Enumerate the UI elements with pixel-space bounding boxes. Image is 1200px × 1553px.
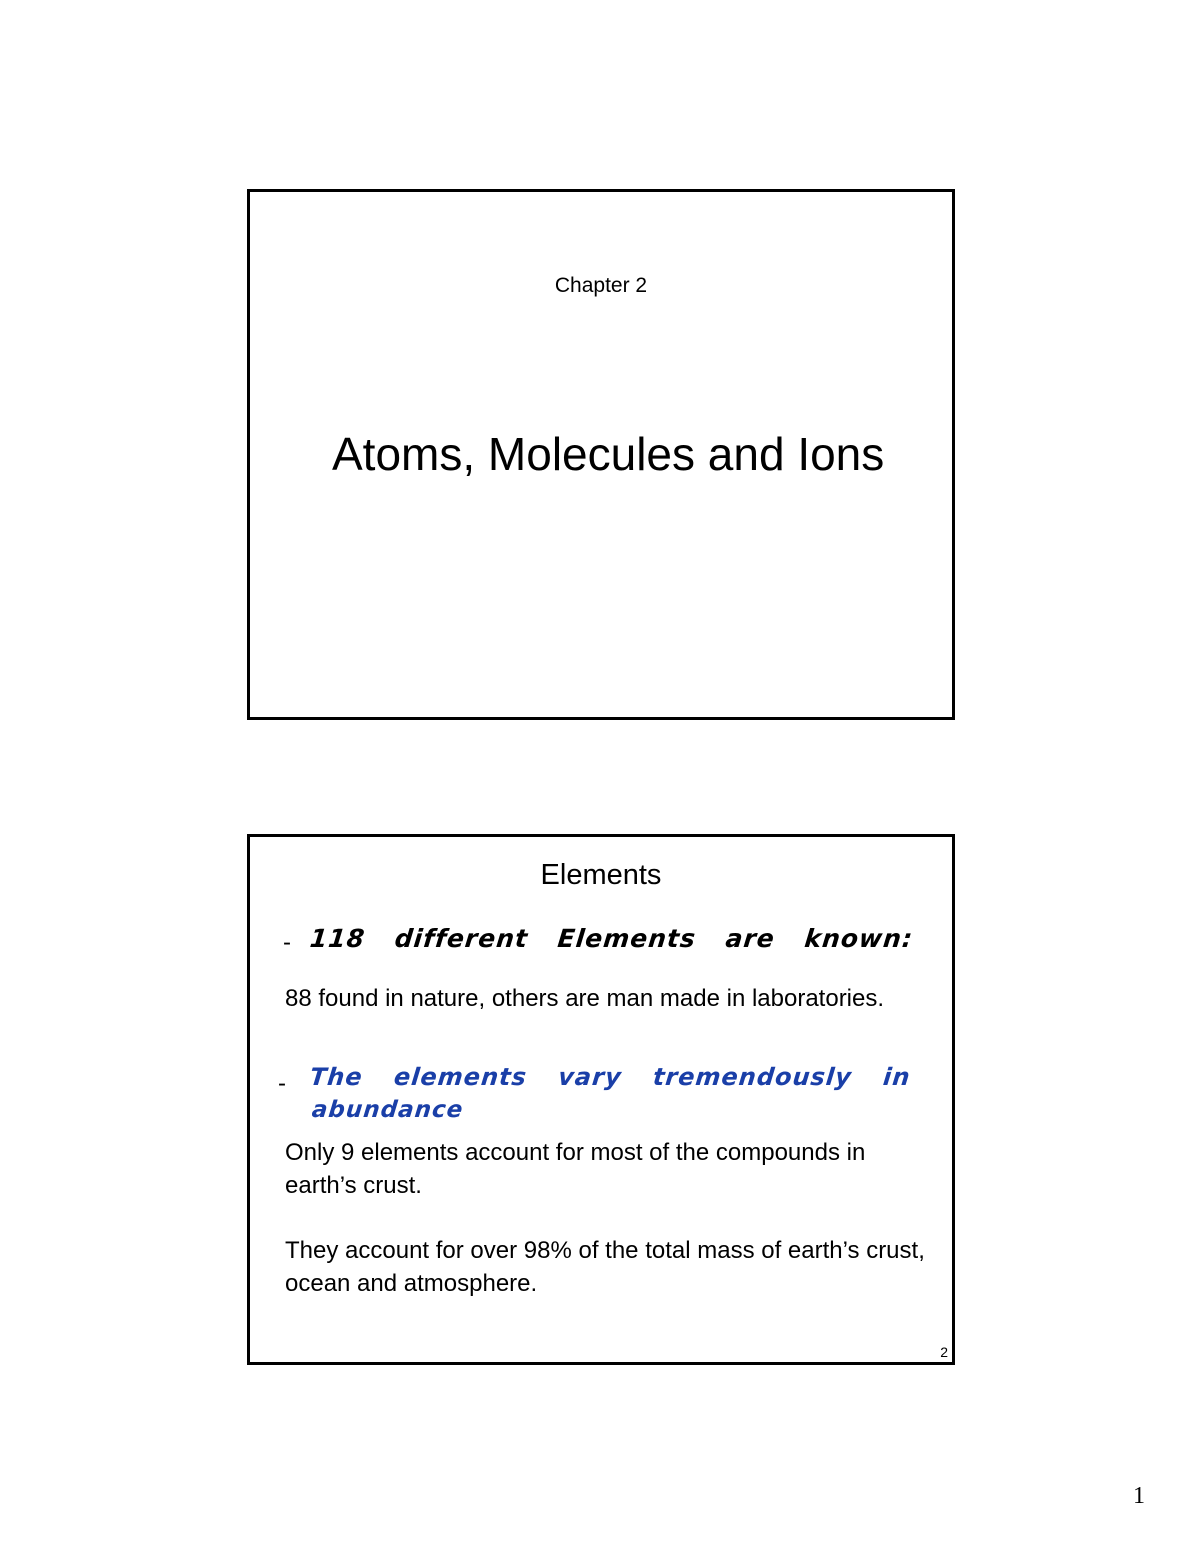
bullet-dash: - xyxy=(283,929,291,956)
handwritten-note: 118 different Elements are known: xyxy=(308,924,915,953)
handwritten-note-continuation: abundance xyxy=(310,1097,465,1123)
body-paragraph: 88 found in nature, others are man made in laboratories. xyxy=(285,985,885,1012)
slide-number: 2 xyxy=(940,1344,948,1360)
body-paragraph: Only 9 elements account for most of the compounds in earth’s crust. xyxy=(285,1139,866,1199)
bullet-dash: - xyxy=(278,1070,286,1097)
slide-2 xyxy=(247,834,955,1365)
page-number: 1 xyxy=(1133,1483,1145,1509)
slide-title: Elements xyxy=(540,859,662,891)
slide-1 xyxy=(247,189,955,720)
slide-title: Atoms, Molecules and Ions xyxy=(332,428,885,480)
body-paragraph: They account for over 98% of the total mass of earth’s crust, ocean and atmosphere. xyxy=(285,1237,925,1297)
chapter-label: Chapter 2 xyxy=(554,274,648,297)
handwritten-note: The elements vary tremendously in xyxy=(308,1063,913,1091)
